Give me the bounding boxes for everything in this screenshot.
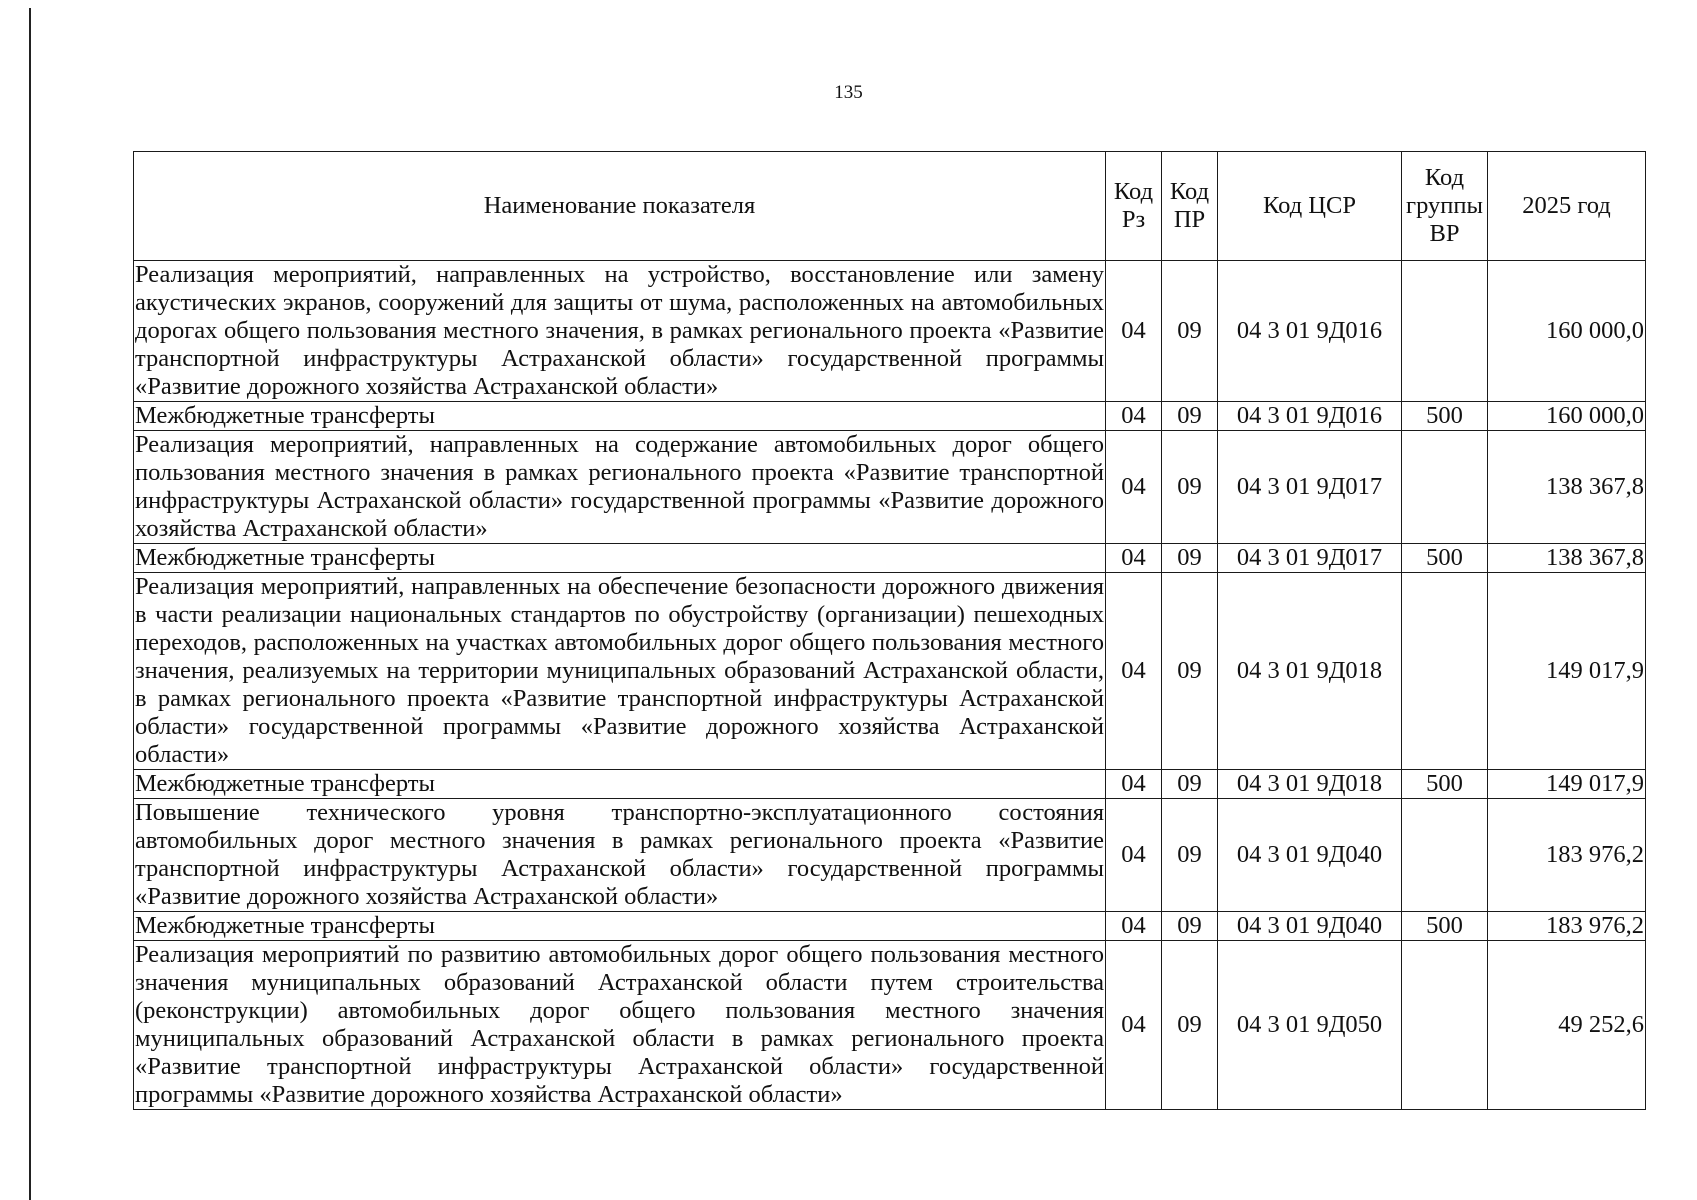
row-code-rz: 04 [1106,261,1162,402]
row-sum-2025: 138 367,8 [1488,431,1646,544]
table-header [134,152,1646,261]
row-name: Межбюджетные трансферты [134,402,1106,431]
page-number: 135 [834,82,863,103]
row-sum-2025: 160 000,0 [1488,402,1646,431]
header-code-rz: Код Рз [1106,152,1162,261]
row-name: Реализация мероприятий по развитию автомобильных дорог общего пользования местного значения муниципальных образований Астраханской области путем строительства (реконструкции) автомобильных дорог общего пользования местного значения муниципальных образований Астраханской области в рамках регионального проекта «Развитие транспортной инфраструктуры Астраханской области» государственной программы «Развитие дорожного хозяйства Астраханской области» [135,941,1104,1108]
row-name: Повышение технического уровня транспортно-эксплуатационного состояния автомобильных дорог местного значения в рамках регионального проекта «Развитие транспортной инфраструктуры Астраханской области» государственной программы «Развитие дорожного хозяйства Астраханской области» [135,799,1104,910]
table-row [134,544,1646,573]
row-name: Реализация мероприятий, направленных на содержание автомобильных дорог общего пользования местного значения в рамках регионального проекта «Развитие транспортной инфраструктуры Астраханской области» государственной программы «Развитие дорожного хозяйства Астраханской области» [135,431,1104,542]
row-code-pr: 09 [1162,912,1218,941]
row-code-pr: 09 [1162,261,1218,402]
row-code-rz: 04 [1106,912,1162,941]
table-row [134,573,1646,770]
row-name: Реализация мероприятий, направленных на устройство, восстановление или замену акустических экранов, сооружений для защиты от шума, расположенных на автомобильных дорогах общего пользования местного значения, в рамках регионального проекта «Развитие транспортной инфраструктуры Астраханской области» государственной программы «Развитие дорожного хозяйства Астраханской области» [135,261,1104,400]
row-code-csr: 04 3 01 9Д017 [1218,544,1402,573]
row-name: Межбюджетные трансферты [134,770,1106,799]
row-code-pr: 09 [1162,402,1218,431]
row-name: Реализация мероприятий, направленных на обеспечение безопасности дорожного движения в части реализации национальных стандартов по обустройству (организации) пешеходных переходов, расположенных на участках автомобильных дорог общего пользования местного значения, реализуемых на территории муниципальных образований Астраханской области, в рамках регионального проекта «Развитие транспортной инфраструктуры Астраханской области» государственной программы «Развитие дорожного хозяйства Астраханской области» [135,573,1104,768]
row-code-pr: 09 [1162,770,1218,799]
row-code-vr [1402,431,1488,544]
row-name: Межбюджетные трансферты [134,912,1106,941]
header-row [134,152,1646,261]
row-code-rz: 04 [1106,770,1162,799]
table-row [134,912,1646,941]
row-code-vr: 500 [1402,544,1488,573]
row-code-vr: 500 [1402,770,1488,799]
row-code-rz: 04 [1106,799,1162,912]
row-code-rz: 04 [1106,402,1162,431]
row-code-rz: 04 [1106,941,1162,1110]
row-code-vr [1402,573,1488,770]
row-code-vr: 500 [1402,402,1488,431]
budget-table [133,151,1646,1110]
row-code-vr [1402,799,1488,912]
row-code-csr: 04 3 01 9Д040 [1218,799,1402,912]
binding-margin-line [29,8,31,1200]
row-sum-2025: 183 976,2 [1488,912,1646,941]
row-code-rz: 04 [1106,431,1162,544]
row-code-csr: 04 3 01 9Д016 [1218,402,1402,431]
row-code-csr: 04 3 01 9Д018 [1218,573,1402,770]
header-year-2025: 2025 год [1488,152,1646,261]
header-code-vr: Код группы ВР [1402,152,1488,261]
row-code-rz: 04 [1106,544,1162,573]
table-body [134,261,1646,1110]
table-row [134,770,1646,799]
row-code-pr: 09 [1162,799,1218,912]
header-indicator-name: Наименование показателя [134,152,1106,261]
row-code-pr: 09 [1162,573,1218,770]
row-code-vr [1402,941,1488,1110]
row-code-csr: 04 3 01 9Д018 [1218,770,1402,799]
row-name: Межбюджетные трансферты [134,544,1106,573]
table-row [134,799,1646,912]
table-row [134,261,1646,402]
table-row [134,402,1646,431]
row-code-vr: 500 [1402,912,1488,941]
header-code-pr: Код ПР [1162,152,1218,261]
row-code-pr: 09 [1162,431,1218,544]
table-row [134,941,1646,1110]
row-sum-2025: 160 000,0 [1488,261,1646,402]
row-code-csr: 04 3 01 9Д017 [1218,431,1402,544]
row-code-pr: 09 [1162,544,1218,573]
row-sum-2025: 149 017,9 [1488,770,1646,799]
row-code-csr: 04 3 01 9Д040 [1218,912,1402,941]
table-row [134,431,1646,544]
row-code-vr [1402,261,1488,402]
row-sum-2025: 149 017,9 [1488,573,1646,770]
row-code-csr: 04 3 01 9Д050 [1218,941,1402,1110]
header-code-csr: Код ЦСР [1218,152,1402,261]
row-code-pr: 09 [1162,941,1218,1110]
row-code-rz: 04 [1106,573,1162,770]
row-sum-2025: 49 252,6 [1488,941,1646,1110]
row-code-csr: 04 3 01 9Д016 [1218,261,1402,402]
row-sum-2025: 138 367,8 [1488,544,1646,573]
row-sum-2025: 183 976,2 [1488,799,1646,912]
